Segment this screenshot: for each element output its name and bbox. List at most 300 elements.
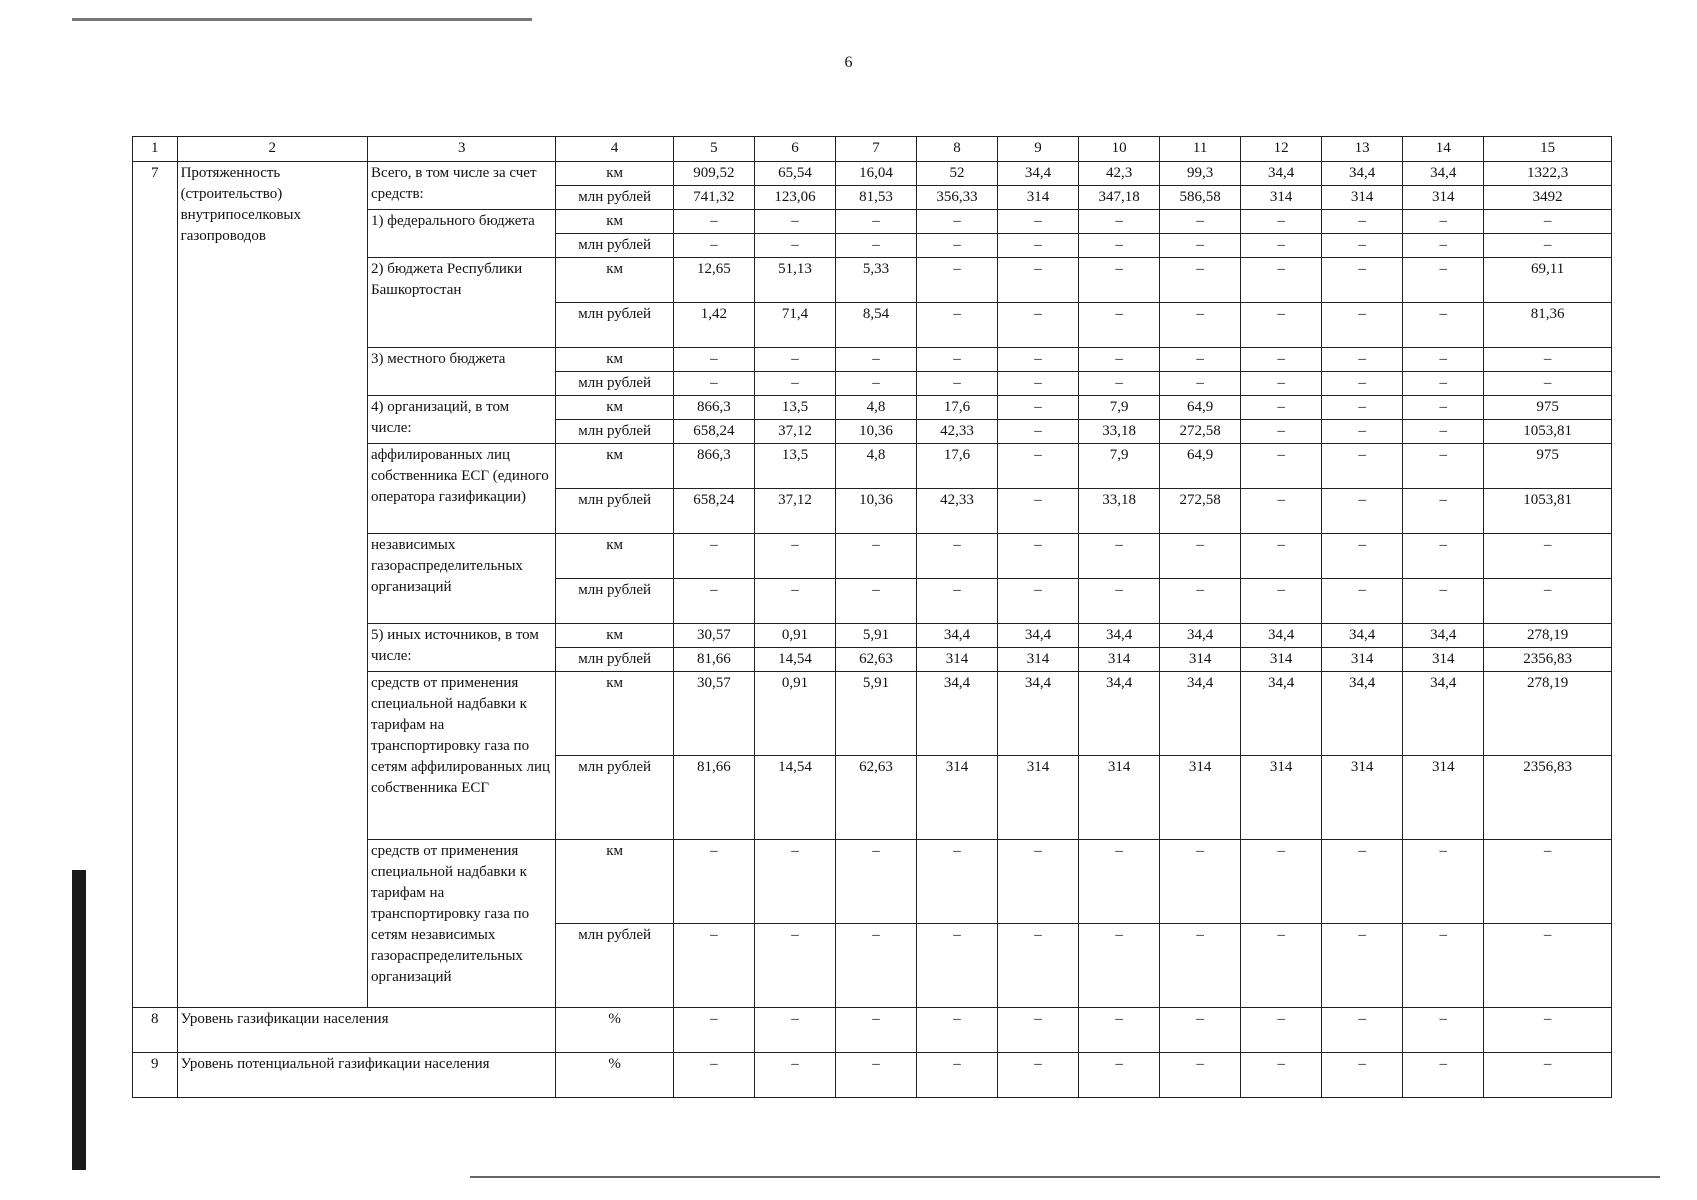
value-cell: – (1403, 840, 1484, 924)
value-cell: 4,8 (835, 444, 916, 489)
value-cell: 30,57 (673, 672, 754, 756)
column-header: 7 (835, 137, 916, 162)
value-cell: – (1160, 840, 1241, 924)
value-cell: 81,66 (673, 648, 754, 672)
value-cell: – (754, 210, 835, 234)
value-cell: 52 (917, 162, 998, 186)
value-cell: – (998, 534, 1079, 579)
header-row (133, 137, 1612, 162)
value-cell: – (1484, 210, 1612, 234)
funding-source: Всего, в том числе за счет средств: (368, 162, 556, 210)
value-cell: – (1484, 234, 1612, 258)
column-header: 5 (673, 137, 754, 162)
value-cell: 314 (1241, 186, 1322, 210)
gasification-table (132, 136, 1612, 1098)
value-cell: – (1322, 372, 1403, 396)
value-cell: – (998, 303, 1079, 348)
unit-cell: млн рублей (556, 303, 674, 348)
value-cell: – (754, 1008, 835, 1053)
value-cell: – (917, 840, 998, 924)
value-cell: – (673, 234, 754, 258)
value-cell: 314 (1403, 186, 1484, 210)
value-cell: 7,9 (1079, 396, 1160, 420)
unit-cell: млн рублей (556, 420, 674, 444)
value-cell: 34,4 (1241, 162, 1322, 186)
unit-cell: млн рублей (556, 756, 674, 840)
row-number: 7 (133, 162, 178, 1008)
value-cell: – (917, 258, 998, 303)
value-cell: – (1322, 1008, 1403, 1053)
unit-cell: млн рублей (556, 234, 674, 258)
value-cell: – (1079, 348, 1160, 372)
value-cell: – (1160, 1053, 1241, 1098)
value-cell: – (1079, 234, 1160, 258)
column-header: 13 (1322, 137, 1403, 162)
value-cell: 12,65 (673, 258, 754, 303)
value-cell: – (835, 234, 916, 258)
value-cell: – (1241, 396, 1322, 420)
value-cell: 34,4 (1322, 624, 1403, 648)
value-cell: – (917, 1053, 998, 1098)
value-cell: 99,3 (1160, 162, 1241, 186)
value-cell: – (1322, 396, 1403, 420)
value-cell: 1053,81 (1484, 489, 1612, 534)
unit-cell: км (556, 672, 674, 756)
value-cell: 71,4 (754, 303, 835, 348)
value-cell: 30,57 (673, 624, 754, 648)
value-cell: 34,4 (917, 624, 998, 648)
value-cell: – (1322, 444, 1403, 489)
value-cell: 2356,83 (1484, 648, 1612, 672)
value-cell: 314 (1322, 186, 1403, 210)
value-cell: – (754, 840, 835, 924)
value-cell: – (917, 348, 998, 372)
value-cell: 314 (1322, 756, 1403, 840)
value-cell: – (1322, 924, 1403, 1008)
value-cell: 62,63 (835, 648, 916, 672)
value-cell: 314 (1241, 756, 1322, 840)
value-cell: 34,4 (1322, 672, 1403, 756)
value-cell: – (1403, 579, 1484, 624)
value-cell: – (673, 534, 754, 579)
value-cell: 34,4 (1079, 624, 1160, 648)
value-cell: – (1322, 840, 1403, 924)
value-cell: 51,13 (754, 258, 835, 303)
value-cell: 34,4 (1403, 672, 1484, 756)
value-cell: 5,91 (835, 672, 916, 756)
unit-cell: км (556, 210, 674, 234)
value-cell: – (1322, 1053, 1403, 1098)
value-cell: 64,9 (1160, 396, 1241, 420)
value-cell: 64,9 (1160, 444, 1241, 489)
indicator-name: Протяженность (строительство) внутрипоселковых газопроводов (177, 162, 367, 1008)
indicator-name: Уровень газификации населения (177, 1008, 556, 1053)
value-cell: 14,54 (754, 756, 835, 840)
value-cell: – (754, 234, 835, 258)
value-cell: – (1403, 258, 1484, 303)
value-cell: 81,66 (673, 756, 754, 840)
value-cell: – (1322, 258, 1403, 303)
funding-source: средств от применения специальной надбавки к тарифам на транспортировку газа по сетям аффилированных лиц собственника ЕСГ (368, 672, 556, 840)
value-cell: – (998, 210, 1079, 234)
column-header: 12 (1241, 137, 1322, 162)
value-cell: 586,58 (1160, 186, 1241, 210)
value-cell: 14,54 (754, 648, 835, 672)
value-cell: 10,36 (835, 489, 916, 534)
funding-source: независимых газораспределительных организаций (368, 534, 556, 624)
value-cell: 33,18 (1079, 420, 1160, 444)
value-cell: 5,91 (835, 624, 916, 648)
value-cell: 314 (1079, 648, 1160, 672)
value-cell: – (917, 534, 998, 579)
value-cell: – (835, 840, 916, 924)
value-cell: – (1160, 210, 1241, 234)
value-cell: – (673, 1053, 754, 1098)
unit-cell: млн рублей (556, 579, 674, 624)
value-cell: – (754, 372, 835, 396)
column-header: 6 (754, 137, 835, 162)
value-cell: – (1241, 1008, 1322, 1053)
value-cell: 356,33 (917, 186, 998, 210)
funding-source: 4) организаций, в том числе: (368, 396, 556, 444)
value-cell: 278,19 (1484, 672, 1612, 756)
value-cell: 81,53 (835, 186, 916, 210)
value-cell: – (998, 489, 1079, 534)
value-cell: – (1403, 444, 1484, 489)
value-cell: – (998, 1008, 1079, 1053)
value-cell: 34,4 (917, 672, 998, 756)
value-cell: – (1241, 303, 1322, 348)
value-cell: – (1241, 534, 1322, 579)
value-cell: – (673, 372, 754, 396)
unit-cell: млн рублей (556, 186, 674, 210)
value-cell: – (835, 579, 916, 624)
unit-cell: км (556, 348, 674, 372)
row-number: 8 (133, 1008, 178, 1053)
value-cell: 16,04 (835, 162, 916, 186)
value-cell: 314 (1160, 756, 1241, 840)
value-cell: – (1403, 234, 1484, 258)
column-header: 15 (1484, 137, 1612, 162)
value-cell: – (917, 303, 998, 348)
value-cell: – (1484, 348, 1612, 372)
unit-cell: млн рублей (556, 372, 674, 396)
value-cell: 7,9 (1079, 444, 1160, 489)
value-cell: 314 (1322, 648, 1403, 672)
value-cell: 42,3 (1079, 162, 1160, 186)
value-cell: 658,24 (673, 489, 754, 534)
value-cell: 2356,83 (1484, 756, 1612, 840)
table-row (133, 1053, 1612, 1098)
value-cell: 314 (1241, 648, 1322, 672)
unit-cell: км (556, 534, 674, 579)
value-cell: 34,4 (1403, 624, 1484, 648)
value-cell: – (998, 444, 1079, 489)
value-cell: 81,36 (1484, 303, 1612, 348)
funding-source: 3) местного бюджета (368, 348, 556, 396)
value-cell: – (754, 1053, 835, 1098)
unit-cell: млн рублей (556, 489, 674, 534)
value-cell: 34,4 (1241, 624, 1322, 648)
value-cell: 69,11 (1484, 258, 1612, 303)
table-row (133, 162, 1612, 186)
value-cell: 8,54 (835, 303, 916, 348)
value-cell: 13,5 (754, 396, 835, 420)
value-cell: 975 (1484, 396, 1612, 420)
value-cell: 34,4 (1160, 672, 1241, 756)
scan-edge-bottom (470, 1176, 1660, 1178)
value-cell: – (835, 348, 916, 372)
value-cell: – (998, 840, 1079, 924)
value-cell: – (673, 348, 754, 372)
unit-cell: км (556, 396, 674, 420)
value-cell: – (1079, 372, 1160, 396)
value-cell: – (998, 579, 1079, 624)
value-cell: – (1160, 258, 1241, 303)
value-cell: 314 (998, 756, 1079, 840)
value-cell: – (917, 210, 998, 234)
value-cell: – (1079, 258, 1160, 303)
value-cell: – (1160, 579, 1241, 624)
value-cell: 909,52 (673, 162, 754, 186)
value-cell: – (998, 258, 1079, 303)
column-header: 1 (133, 137, 178, 162)
value-cell: – (917, 579, 998, 624)
value-cell: – (1241, 579, 1322, 624)
value-cell: 866,3 (673, 396, 754, 420)
column-header: 9 (998, 137, 1079, 162)
value-cell: – (1079, 303, 1160, 348)
unit-cell: км (556, 840, 674, 924)
funding-source: 1) федерального бюджета (368, 210, 556, 258)
unit-cell: млн рублей (556, 924, 674, 1008)
value-cell: 0,91 (754, 624, 835, 648)
funding-source: средств от применения специальной надбавки к тарифам на транспортировку газа по сетям независимых газораспределительных организаций (368, 840, 556, 1008)
value-cell: 5,33 (835, 258, 916, 303)
value-cell: 1322,3 (1484, 162, 1612, 186)
value-cell: – (917, 234, 998, 258)
page-number: 6 (844, 54, 853, 71)
scan-edge-top (72, 18, 532, 21)
value-cell: – (1322, 303, 1403, 348)
value-cell: – (1322, 489, 1403, 534)
column-header: 8 (917, 137, 998, 162)
value-cell: – (1079, 1053, 1160, 1098)
column-header: 4 (556, 137, 674, 162)
value-cell: – (1403, 924, 1484, 1008)
value-cell: – (754, 579, 835, 624)
value-cell: – (673, 579, 754, 624)
value-cell: 4,8 (835, 396, 916, 420)
value-cell: – (1241, 210, 1322, 234)
value-cell: 272,58 (1160, 489, 1241, 534)
value-cell: – (1484, 840, 1612, 924)
value-cell: – (754, 348, 835, 372)
unit-cell: % (556, 1053, 674, 1098)
value-cell: 34,4 (1322, 162, 1403, 186)
funding-source: 2) бюджета Республики Башкортостан (368, 258, 556, 348)
value-cell: 314 (998, 648, 1079, 672)
value-cell: – (998, 924, 1079, 1008)
value-cell: – (1403, 489, 1484, 534)
value-cell: 65,54 (754, 162, 835, 186)
value-cell: – (1079, 579, 1160, 624)
value-cell: – (1241, 348, 1322, 372)
value-cell: – (754, 924, 835, 1008)
scan-edge-left (72, 870, 86, 1170)
value-cell: – (998, 420, 1079, 444)
value-cell: 34,4 (998, 672, 1079, 756)
value-cell: 37,12 (754, 420, 835, 444)
value-cell: – (998, 234, 1079, 258)
value-cell: – (998, 348, 1079, 372)
value-cell: – (998, 396, 1079, 420)
value-cell: – (1160, 234, 1241, 258)
value-cell: – (1484, 1008, 1612, 1053)
value-cell: – (1403, 534, 1484, 579)
value-cell: – (835, 534, 916, 579)
unit-cell: км (556, 624, 674, 648)
value-cell: – (1241, 420, 1322, 444)
column-header: 3 (368, 137, 556, 162)
value-cell: 34,4 (1079, 672, 1160, 756)
value-cell: 866,3 (673, 444, 754, 489)
value-cell: – (917, 1008, 998, 1053)
value-cell: – (1160, 534, 1241, 579)
column-header: 2 (177, 137, 367, 162)
indicator-name: Уровень потенциальной газификации населения (177, 1053, 556, 1098)
value-cell: 314 (998, 186, 1079, 210)
value-cell: 347,18 (1079, 186, 1160, 210)
value-cell: – (673, 924, 754, 1008)
value-cell: 272,58 (1160, 420, 1241, 444)
value-cell: – (1241, 234, 1322, 258)
value-cell: – (1484, 924, 1612, 1008)
value-cell: – (673, 210, 754, 234)
value-cell: – (917, 372, 998, 396)
value-cell: 34,4 (1160, 624, 1241, 648)
value-cell: – (1079, 210, 1160, 234)
value-cell: 33,18 (1079, 489, 1160, 534)
value-cell: 314 (1160, 648, 1241, 672)
value-cell: – (1322, 234, 1403, 258)
value-cell: 314 (1079, 756, 1160, 840)
unit-cell: км (556, 444, 674, 489)
unit-cell: км (556, 258, 674, 303)
row-number: 9 (133, 1053, 178, 1098)
unit-cell: млн рублей (556, 648, 674, 672)
value-cell: – (1484, 372, 1612, 396)
value-cell: – (1079, 534, 1160, 579)
value-cell: – (1241, 489, 1322, 534)
value-cell: 975 (1484, 444, 1612, 489)
column-header: 10 (1079, 137, 1160, 162)
value-cell: – (1322, 420, 1403, 444)
value-cell: – (835, 1053, 916, 1098)
column-header: 14 (1403, 137, 1484, 162)
value-cell: 741,32 (673, 186, 754, 210)
value-cell: – (1160, 348, 1241, 372)
value-cell: – (1079, 924, 1160, 1008)
value-cell: – (1241, 840, 1322, 924)
value-cell: 42,33 (917, 489, 998, 534)
value-cell: 13,5 (754, 444, 835, 489)
value-cell: – (1079, 1008, 1160, 1053)
value-cell: 1053,81 (1484, 420, 1612, 444)
value-cell: 34,4 (1403, 162, 1484, 186)
unit-cell: % (556, 1008, 674, 1053)
value-cell: – (1322, 348, 1403, 372)
funding-source: 5) иных источников, в том числе: (368, 624, 556, 672)
value-cell: – (1403, 1053, 1484, 1098)
value-cell: – (1403, 1008, 1484, 1053)
value-cell: – (1160, 303, 1241, 348)
value-cell: 314 (917, 756, 998, 840)
value-cell: – (835, 1008, 916, 1053)
value-cell: – (998, 1053, 1079, 1098)
value-cell: – (1484, 579, 1612, 624)
value-cell: – (1079, 840, 1160, 924)
value-cell: – (1403, 372, 1484, 396)
funding-source: аффилированных лиц собственника ЕСГ (единого оператора газификации) (368, 444, 556, 534)
value-cell: – (835, 924, 916, 1008)
value-cell: – (917, 924, 998, 1008)
value-cell: – (1322, 210, 1403, 234)
value-cell: – (1160, 924, 1241, 1008)
value-cell: – (1241, 1053, 1322, 1098)
value-cell: – (754, 534, 835, 579)
value-cell: – (1403, 303, 1484, 348)
value-cell: – (1322, 534, 1403, 579)
value-cell: – (1241, 924, 1322, 1008)
value-cell: – (1241, 444, 1322, 489)
value-cell: 34,4 (1241, 672, 1322, 756)
column-header: 11 (1160, 137, 1241, 162)
value-cell: – (1403, 396, 1484, 420)
value-cell: – (1403, 348, 1484, 372)
value-cell: 314 (917, 648, 998, 672)
value-cell: 314 (1403, 756, 1484, 840)
value-cell: 42,33 (917, 420, 998, 444)
value-cell: – (1403, 420, 1484, 444)
value-cell: 34,4 (998, 624, 1079, 648)
value-cell: 62,63 (835, 756, 916, 840)
value-cell: – (1322, 579, 1403, 624)
value-cell: 17,6 (917, 444, 998, 489)
value-cell: – (1241, 372, 1322, 396)
value-cell: 34,4 (998, 162, 1079, 186)
table-row (133, 1008, 1612, 1053)
value-cell: – (1160, 1008, 1241, 1053)
value-cell: 278,19 (1484, 624, 1612, 648)
value-cell: 10,36 (835, 420, 916, 444)
value-cell: 658,24 (673, 420, 754, 444)
value-cell: 0,91 (754, 672, 835, 756)
value-cell: – (835, 372, 916, 396)
value-cell: 314 (1403, 648, 1484, 672)
value-cell: – (1484, 1053, 1612, 1098)
value-cell: – (1160, 372, 1241, 396)
value-cell: – (673, 1008, 754, 1053)
unit-cell: км (556, 162, 674, 186)
value-cell: – (1484, 534, 1612, 579)
value-cell: 37,12 (754, 489, 835, 534)
value-cell: 3492 (1484, 186, 1612, 210)
value-cell: – (998, 372, 1079, 396)
value-cell: – (1241, 258, 1322, 303)
value-cell: – (673, 840, 754, 924)
value-cell: 1,42 (673, 303, 754, 348)
